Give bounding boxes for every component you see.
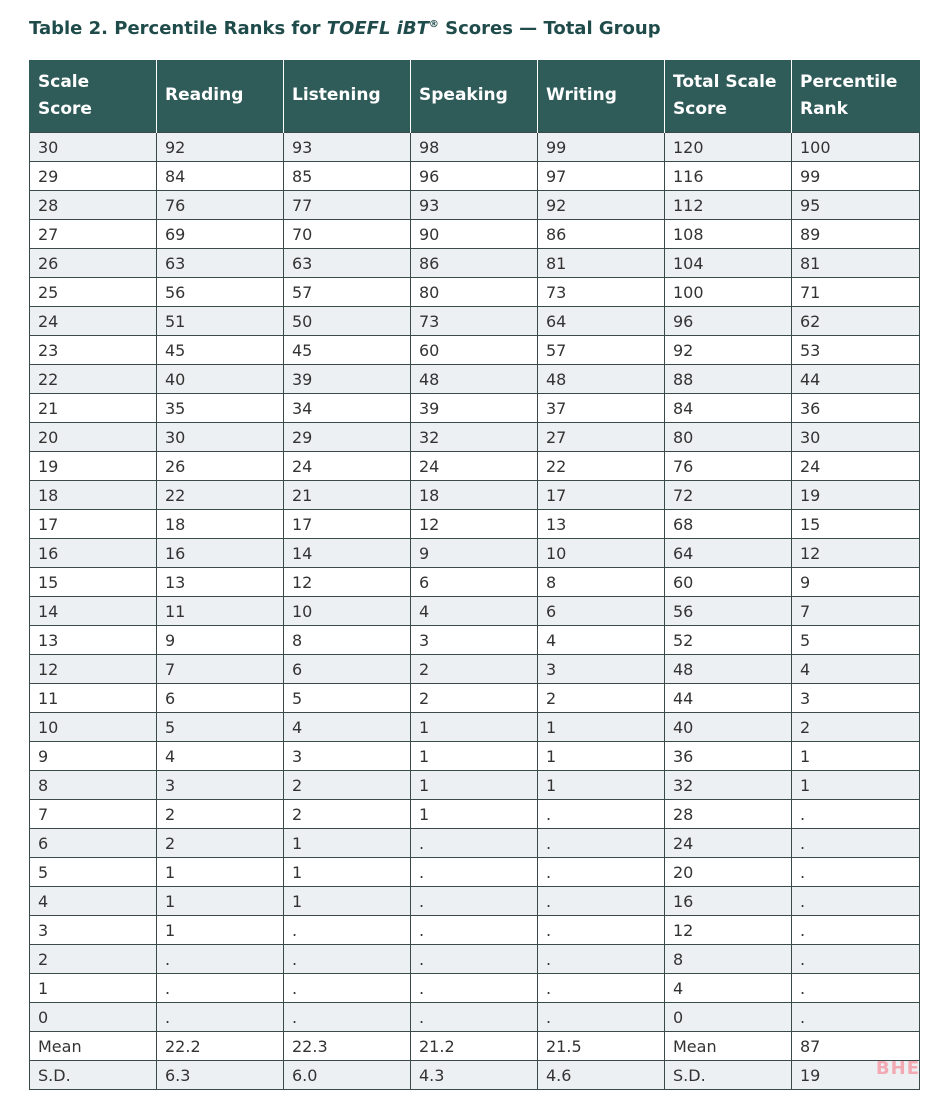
table-cell: 19 xyxy=(30,452,157,481)
title-suffix: Scores — Total Group xyxy=(438,18,661,39)
table-cell: 2 xyxy=(30,945,157,974)
table-cell: 98 xyxy=(411,133,538,162)
table-cell: 22 xyxy=(538,452,665,481)
table-cell: 32 xyxy=(411,423,538,452)
table-cell: 6.3 xyxy=(157,1061,284,1090)
table-cell: 7 xyxy=(792,597,920,626)
table-cell: . xyxy=(792,1003,920,1032)
table-cell: 16 xyxy=(665,887,792,916)
table-cell: 20 xyxy=(665,858,792,887)
table-cell: 22 xyxy=(30,365,157,394)
table-row xyxy=(30,655,920,684)
header-row xyxy=(30,60,920,133)
table-cell: 11 xyxy=(157,597,284,626)
table-cell: S.D. xyxy=(30,1061,157,1090)
table-cell: 80 xyxy=(411,278,538,307)
table-cell: 22 xyxy=(157,481,284,510)
table-cell: 1 xyxy=(284,829,411,858)
table-cell: 15 xyxy=(792,510,920,539)
table-row xyxy=(30,1003,920,1032)
table-cell: 40 xyxy=(665,713,792,742)
table-cell: 1 xyxy=(157,887,284,916)
table-row xyxy=(30,220,920,249)
table-cell: 76 xyxy=(157,191,284,220)
table-cell: 71 xyxy=(792,278,920,307)
table-cell: 51 xyxy=(157,307,284,336)
table-cell: 27 xyxy=(30,220,157,249)
table-cell: 17 xyxy=(284,510,411,539)
table-cell: 6 xyxy=(30,829,157,858)
table-cell: 56 xyxy=(665,597,792,626)
table-cell: 10 xyxy=(284,597,411,626)
table-cell: 12 xyxy=(792,539,920,568)
column-header: Percentile Rank xyxy=(792,60,920,133)
table-cell: 116 xyxy=(665,162,792,191)
table-cell: 86 xyxy=(538,220,665,249)
table-cell: 4 xyxy=(30,887,157,916)
table-cell: 1 xyxy=(411,742,538,771)
table-cell: . xyxy=(284,916,411,945)
table-cell: 16 xyxy=(157,539,284,568)
table-cell: 72 xyxy=(665,481,792,510)
table-cell: 12 xyxy=(665,916,792,945)
table-cell: 3 xyxy=(538,655,665,684)
table-cell: 39 xyxy=(411,394,538,423)
table-row xyxy=(30,626,920,655)
table-cell: 108 xyxy=(665,220,792,249)
table-cell: 9 xyxy=(157,626,284,655)
table-cell: 68 xyxy=(665,510,792,539)
table-cell: . xyxy=(538,829,665,858)
table-cell: 45 xyxy=(284,336,411,365)
table-row xyxy=(30,597,920,626)
title-prefix: Table 2. Percentile Ranks for xyxy=(29,18,327,39)
table-cell: 57 xyxy=(284,278,411,307)
table-cell: . xyxy=(411,887,538,916)
table-cell: 93 xyxy=(411,191,538,220)
table-cell: 93 xyxy=(284,133,411,162)
table-cell: 2 xyxy=(284,800,411,829)
table-cell: 21.2 xyxy=(411,1032,538,1061)
table-cell: 6.0 xyxy=(284,1061,411,1090)
table-cell: . xyxy=(157,974,284,1003)
table-cell: . xyxy=(411,1003,538,1032)
table-cell: 92 xyxy=(665,336,792,365)
title-italic: TOEFL iBT xyxy=(326,18,429,39)
table-row xyxy=(30,162,920,191)
table-row xyxy=(30,742,920,771)
watermark: BHE xyxy=(875,1058,920,1079)
table-row xyxy=(30,249,920,278)
table-row xyxy=(30,423,920,452)
table-row xyxy=(30,858,920,887)
table-cell: 99 xyxy=(792,162,920,191)
table-cell: 63 xyxy=(284,249,411,278)
table-row xyxy=(30,974,920,1003)
table-cell: 70 xyxy=(284,220,411,249)
table-cell: 19 xyxy=(792,481,920,510)
table-cell: 13 xyxy=(30,626,157,655)
table-cell: 9 xyxy=(30,742,157,771)
table-cell: 89 xyxy=(792,220,920,249)
table-cell: 1 xyxy=(538,713,665,742)
table-cell: 21.5 xyxy=(538,1032,665,1061)
table-cell: . xyxy=(538,800,665,829)
table-cell: 64 xyxy=(665,539,792,568)
table-cell: . xyxy=(411,945,538,974)
table-cell: 12 xyxy=(284,568,411,597)
table-cell: 35 xyxy=(157,394,284,423)
table-cell: 2 xyxy=(157,800,284,829)
table-cell: . xyxy=(157,1003,284,1032)
table-cell: 30 xyxy=(157,423,284,452)
table-cell: 17 xyxy=(30,510,157,539)
table-cell: 96 xyxy=(411,162,538,191)
table-title xyxy=(29,18,661,39)
table-row xyxy=(30,771,920,800)
table-cell: . xyxy=(157,945,284,974)
column-header: Speaking xyxy=(411,60,538,133)
column-header: Listening xyxy=(284,60,411,133)
table-cell: 44 xyxy=(792,365,920,394)
table-cell: 13 xyxy=(157,568,284,597)
table-cell: 16 xyxy=(30,539,157,568)
table-cell: 13 xyxy=(538,510,665,539)
table-cell: 2 xyxy=(411,655,538,684)
table-cell: 2 xyxy=(411,684,538,713)
table-cell: 3 xyxy=(792,684,920,713)
table-cell: 4 xyxy=(538,626,665,655)
table-cell: . xyxy=(792,945,920,974)
table-cell: 53 xyxy=(792,336,920,365)
column-header: Total Scale Score xyxy=(665,60,792,133)
table-cell: 0 xyxy=(665,1003,792,1032)
table-cell: 88 xyxy=(665,365,792,394)
table-cell: . xyxy=(792,800,920,829)
table-cell: 24 xyxy=(792,452,920,481)
table-cell: 48 xyxy=(538,365,665,394)
table-cell: 4 xyxy=(157,742,284,771)
table-cell: 1 xyxy=(284,858,411,887)
table-cell: 37 xyxy=(538,394,665,423)
table-cell: 50 xyxy=(284,307,411,336)
table-row xyxy=(30,800,920,829)
table-cell: 28 xyxy=(30,191,157,220)
table-cell: . xyxy=(792,974,920,1003)
table-cell: 40 xyxy=(157,365,284,394)
table-cell: 1 xyxy=(157,858,284,887)
table-cell: 92 xyxy=(538,191,665,220)
table-cell: 30 xyxy=(792,423,920,452)
table-cell: 2 xyxy=(284,771,411,800)
table-cell: 62 xyxy=(792,307,920,336)
table-cell: 3 xyxy=(157,771,284,800)
table-cell: 1 xyxy=(411,800,538,829)
table-cell: 18 xyxy=(30,481,157,510)
table-row xyxy=(30,829,920,858)
column-header: Scale Score xyxy=(30,60,157,133)
table-cell: Mean xyxy=(30,1032,157,1061)
table-row xyxy=(30,510,920,539)
table-cell: 24 xyxy=(30,307,157,336)
table-cell: 21 xyxy=(284,481,411,510)
registered-mark: ® xyxy=(428,19,439,30)
table-row xyxy=(30,365,920,394)
table-cell: 36 xyxy=(792,394,920,423)
table-cell: 90 xyxy=(411,220,538,249)
table-cell: 9 xyxy=(411,539,538,568)
table-cell: 26 xyxy=(157,452,284,481)
table-cell: 77 xyxy=(284,191,411,220)
table-cell: 10 xyxy=(538,539,665,568)
table-cell: 0 xyxy=(30,1003,157,1032)
table-cell: 86 xyxy=(411,249,538,278)
table-cell: 36 xyxy=(665,742,792,771)
table-cell: 1 xyxy=(792,771,920,800)
table-cell: 4 xyxy=(665,974,792,1003)
table-cell: 73 xyxy=(411,307,538,336)
table-cell: 18 xyxy=(411,481,538,510)
table-cell: 96 xyxy=(665,307,792,336)
table-cell: 5 xyxy=(284,684,411,713)
column-header: Reading xyxy=(157,60,284,133)
table-cell: 104 xyxy=(665,249,792,278)
table-cell: 28 xyxy=(665,800,792,829)
table-cell: 15 xyxy=(30,568,157,597)
percentile-table xyxy=(29,60,920,1090)
table-row xyxy=(30,887,920,916)
table-cell: 6 xyxy=(411,568,538,597)
table-cell: 24 xyxy=(665,829,792,858)
table-cell: 6 xyxy=(157,684,284,713)
table-cell: 3 xyxy=(411,626,538,655)
table-cell: 24 xyxy=(284,452,411,481)
table-row xyxy=(30,539,920,568)
table-cell: 63 xyxy=(157,249,284,278)
table-cell: . xyxy=(538,974,665,1003)
table-cell: 10 xyxy=(30,713,157,742)
table-cell: S.D. xyxy=(665,1061,792,1090)
table-cell: 2 xyxy=(157,829,284,858)
table-cell: 17 xyxy=(538,481,665,510)
table-cell: 5 xyxy=(157,713,284,742)
table-cell: 120 xyxy=(665,133,792,162)
table-cell: 73 xyxy=(538,278,665,307)
table-row xyxy=(30,481,920,510)
table-cell: . xyxy=(538,858,665,887)
table-cell: 92 xyxy=(157,133,284,162)
table-cell: 4 xyxy=(411,597,538,626)
table-cell: . xyxy=(538,916,665,945)
table-row xyxy=(30,684,920,713)
table-cell: 85 xyxy=(284,162,411,191)
table-cell: 45 xyxy=(157,336,284,365)
table-row xyxy=(30,1032,920,1061)
table-cell: 4 xyxy=(792,655,920,684)
table-cell: . xyxy=(411,974,538,1003)
table-row xyxy=(30,394,920,423)
table-cell: 1 xyxy=(538,771,665,800)
table-cell: 69 xyxy=(157,220,284,249)
table-cell: . xyxy=(792,858,920,887)
table-row xyxy=(30,568,920,597)
table-cell: 48 xyxy=(411,365,538,394)
table-row xyxy=(30,133,920,162)
table-cell: 76 xyxy=(665,452,792,481)
table-cell: 8 xyxy=(538,568,665,597)
table-cell: 5 xyxy=(30,858,157,887)
table-cell: 1 xyxy=(284,887,411,916)
table-cell: 9 xyxy=(792,568,920,597)
table-cell: 1 xyxy=(30,974,157,1003)
table-cell: 97 xyxy=(538,162,665,191)
table-cell: 8 xyxy=(30,771,157,800)
table-cell: Mean xyxy=(665,1032,792,1061)
table-cell: 52 xyxy=(665,626,792,655)
table-cell: 4 xyxy=(284,713,411,742)
table-cell: 11 xyxy=(30,684,157,713)
table-cell: . xyxy=(284,974,411,1003)
table-cell: 12 xyxy=(411,510,538,539)
table-cell: 2 xyxy=(538,684,665,713)
table-cell: 39 xyxy=(284,365,411,394)
table-cell: 1 xyxy=(411,713,538,742)
table-cell: 7 xyxy=(30,800,157,829)
table-cell: 12 xyxy=(30,655,157,684)
table-cell: 95 xyxy=(792,191,920,220)
table-cell: 4.6 xyxy=(538,1061,665,1090)
table-cell: 57 xyxy=(538,336,665,365)
table-cell: 56 xyxy=(157,278,284,307)
table-cell: 30 xyxy=(30,133,157,162)
table-cell: . xyxy=(538,1003,665,1032)
table-row xyxy=(30,336,920,365)
table-row xyxy=(30,191,920,220)
table-cell: 27 xyxy=(538,423,665,452)
table-cell: 44 xyxy=(665,684,792,713)
table-cell: 112 xyxy=(665,191,792,220)
table-cell: 60 xyxy=(665,568,792,597)
table-cell: . xyxy=(411,829,538,858)
table-cell: 2 xyxy=(792,713,920,742)
table-cell: . xyxy=(792,829,920,858)
table-cell: 6 xyxy=(538,597,665,626)
table-cell: 48 xyxy=(665,655,792,684)
table-header xyxy=(30,60,920,133)
table-cell: 29 xyxy=(284,423,411,452)
table-cell: . xyxy=(792,916,920,945)
table-cell: 8 xyxy=(665,945,792,974)
table-cell: 20 xyxy=(30,423,157,452)
table-row xyxy=(30,945,920,974)
table-cell: 5 xyxy=(792,626,920,655)
table-cell: . xyxy=(538,887,665,916)
table-cell: 80 xyxy=(665,423,792,452)
table-cell: 22.3 xyxy=(284,1032,411,1061)
table-cell: 24 xyxy=(411,452,538,481)
table-cell: 14 xyxy=(284,539,411,568)
table-cell: 60 xyxy=(411,336,538,365)
table-cell: 100 xyxy=(665,278,792,307)
table-cell: 14 xyxy=(30,597,157,626)
table-cell: 26 xyxy=(30,249,157,278)
table-cell: 87 xyxy=(792,1032,920,1061)
table-cell: 22.2 xyxy=(157,1032,284,1061)
table-cell: 100 xyxy=(792,133,920,162)
table-cell: . xyxy=(411,858,538,887)
table-cell: 84 xyxy=(665,394,792,423)
table-cell: 8 xyxy=(284,626,411,655)
table-cell: 81 xyxy=(538,249,665,278)
table-cell: 32 xyxy=(665,771,792,800)
table-row xyxy=(30,307,920,336)
table-cell: 1 xyxy=(157,916,284,945)
table-cell: . xyxy=(411,916,538,945)
table-cell: . xyxy=(792,887,920,916)
table-cell: 99 xyxy=(538,133,665,162)
table-body xyxy=(30,133,920,1090)
table-cell: 19 xyxy=(792,1061,920,1090)
table-row xyxy=(30,452,920,481)
table-row xyxy=(30,713,920,742)
table-cell: 25 xyxy=(30,278,157,307)
table-cell: 4.3 xyxy=(411,1061,538,1090)
table-cell: . xyxy=(284,945,411,974)
table-cell: 6 xyxy=(284,655,411,684)
table-cell: 3 xyxy=(284,742,411,771)
table-cell: 3 xyxy=(30,916,157,945)
table-cell: 29 xyxy=(30,162,157,191)
table-cell: 84 xyxy=(157,162,284,191)
table-row xyxy=(30,278,920,307)
table-cell: 1 xyxy=(792,742,920,771)
column-header: Writing xyxy=(538,60,665,133)
table-row xyxy=(30,1061,920,1090)
table-row xyxy=(30,916,920,945)
table-cell: 34 xyxy=(284,394,411,423)
table-cell: 23 xyxy=(30,336,157,365)
table-cell: 1 xyxy=(411,771,538,800)
table-cell: . xyxy=(284,1003,411,1032)
table-cell: . xyxy=(538,945,665,974)
table-cell: 1 xyxy=(538,742,665,771)
table-cell: 81 xyxy=(792,249,920,278)
table-cell: 64 xyxy=(538,307,665,336)
table-cell: 21 xyxy=(30,394,157,423)
table-cell: 7 xyxy=(157,655,284,684)
table-cell: 18 xyxy=(157,510,284,539)
